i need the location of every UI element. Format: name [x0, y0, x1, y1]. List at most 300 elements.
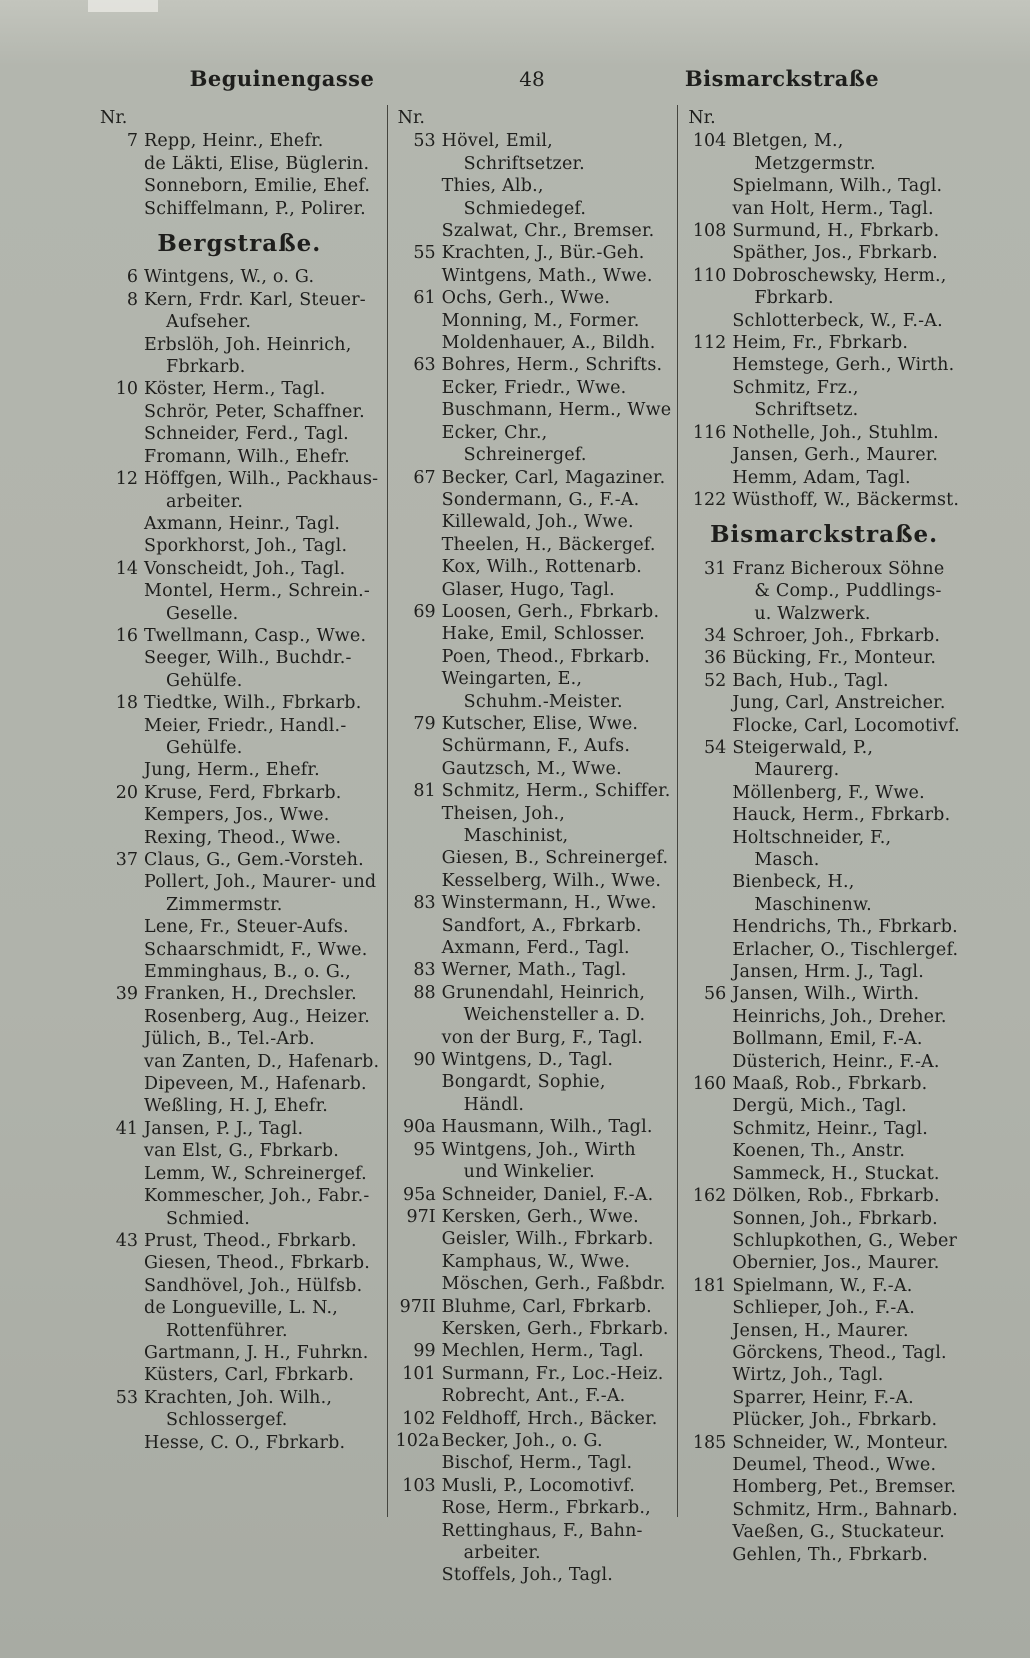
entry-text: Giesen, B., Schreinergef.: [441, 848, 669, 869]
directory-entry: [396, 1116, 672, 1138]
directory-entry: [98, 1095, 381, 1117]
entry-text: Pollert, Joh., Maurer- und Zimmermstr.: [144, 872, 377, 915]
entry-text: Heim, Fr., Fbrkarb.: [732, 333, 909, 354]
entry-text: Buschmann, Herm., Wwe: [441, 400, 672, 421]
directory-entry: [686, 242, 962, 264]
entry-text: Bach, Hub., Tagl.: [732, 670, 889, 691]
entry-text: Möllenberg, F., Wwe.: [732, 782, 925, 803]
directory-entry: [686, 715, 962, 737]
directory-entry: [686, 558, 962, 625]
entry-text: Axmann, Heinr., Tagl.: [144, 513, 341, 534]
directory-entry: [686, 265, 962, 310]
house-number: 69: [413, 601, 436, 622]
entry-text: Sonnen, Joh., Fbrkarb.: [732, 1208, 938, 1229]
directory-entry: [686, 961, 962, 983]
house-number: 53: [413, 131, 436, 152]
entry-text: Krachten, Joh. Wilh., Schlossergef.: [144, 1387, 333, 1431]
entry-text: Emminghaus, B., o. G.,: [144, 962, 351, 983]
entry-text: van Elst, G., Fbrkarb.: [144, 1141, 339, 1162]
entry-text: Schroer, Joh., Fbrkarb.: [732, 625, 941, 646]
entry-text: Schmitz, Heinr., Tagl.: [732, 1118, 929, 1139]
house-number: 54: [704, 737, 727, 758]
house-number: 20: [115, 782, 138, 803]
directory-entry: [396, 1139, 672, 1184]
entry-text: Heinrichs, Joh., Dreher.: [732, 1006, 947, 1027]
entry-text: Vonscheidt, Joh., Tagl.: [144, 558, 346, 579]
directory-column: [387, 105, 678, 1586]
entry-text: Jung, Herm., Ehefr.: [144, 760, 320, 781]
house-number: 39: [115, 984, 138, 1005]
entry-text: Stoffels, Joh., Tagl.: [441, 1565, 614, 1586]
entry-text: Wintgens, Math., Wwe.: [441, 265, 653, 286]
house-number: 90a: [402, 1117, 436, 1138]
directory-entry: [686, 1432, 962, 1454]
directory-entry: [396, 354, 672, 376]
entry-text: Küsters, Carl, Fbrkarb.: [144, 1365, 355, 1386]
entry-text: Krachten, J., Bür.-Geh.: [441, 243, 645, 264]
entry-text: Köster, Herm., Tagl.: [144, 379, 326, 400]
directory-entry: [98, 647, 381, 692]
directory-entry: [396, 220, 672, 242]
directory-entry: [686, 1499, 962, 1521]
directory-entry: [98, 1364, 381, 1386]
entry-text: Hauck, Herm., Fbrkarb.: [732, 805, 951, 826]
entry-text: Surmund, H., Fbrkarb.: [732, 221, 940, 242]
entry-text: Jansen, P. J., Tagl.: [144, 1118, 304, 1139]
directory-entry: [396, 1071, 672, 1116]
entry-text: Grunendahl, Heinrich, Weichensteller a. D.: [441, 982, 646, 1026]
entry-text: Claus, G., Gem.-Vorsteh.: [144, 850, 364, 870]
entry-text: Steigerwald, P., Maurerg.: [732, 737, 874, 781]
house-number: 18: [115, 693, 138, 714]
house-number: 34: [704, 625, 727, 646]
entry-text: Rose, Herm., Fbrkarb.,: [441, 1498, 651, 1519]
entry-text: Bücking, Fr., Monteur.: [732, 648, 937, 669]
directory-entry: [686, 647, 962, 669]
house-number: 97I: [406, 1206, 436, 1227]
directory-entry: [686, 1163, 962, 1185]
entry-text: Gehlen, Th., Fbrkarb.: [732, 1544, 928, 1565]
directory-entry: [686, 1208, 962, 1230]
directory-entry: [686, 782, 962, 804]
entry-text: Twellmann, Casp., Wwe.: [144, 625, 367, 646]
entry-text: de Longueville, L. N., Rottenführer.: [144, 1298, 339, 1341]
directory-entry: [686, 1051, 962, 1073]
house-number: 55: [413, 243, 436, 264]
entry-text: Jansen, Wilh., Wirth.: [732, 984, 920, 1005]
directory-entry: [396, 175, 672, 220]
directory-entry: [98, 1252, 381, 1274]
directory-entry: [686, 130, 962, 175]
directory-column: [677, 105, 968, 1565]
directory-entry: [98, 715, 381, 760]
entry-text: Becker, Joh., o. G.: [441, 1430, 603, 1451]
entry-text: Surmann, Fr., Loc.-Heiz.: [441, 1363, 664, 1384]
house-number: 63: [413, 355, 436, 376]
directory-entry: [396, 780, 672, 802]
directory-entry: [98, 1432, 381, 1454]
directory-entry: [396, 332, 672, 354]
directory-entry: [98, 1163, 381, 1185]
directory-entry: [686, 1476, 962, 1498]
house-number: 43: [115, 1230, 138, 1251]
house-number: 181: [692, 1275, 727, 1296]
directory-entry: [686, 804, 962, 826]
entry-text: Feldhoff, Hrch., Bäcker.: [441, 1408, 658, 1429]
entry-text: Schrör, Peter, Schaffner.: [144, 401, 365, 422]
entry-text: Repp, Heinr., Ehefr.: [144, 131, 324, 152]
directory-entry: [98, 401, 381, 423]
entry-text: Schlieper, Joh., F.-A.: [732, 1298, 916, 1319]
directory-entry: [98, 1140, 381, 1162]
scan-edge-artifact: [88, 0, 158, 12]
entry-text: Kruse, Ferd, Fbrkarb.: [144, 782, 342, 803]
directory-entry: [686, 983, 962, 1005]
entry-text: Spielmann, W., F.-A.: [732, 1275, 913, 1296]
directory-entry: [396, 1452, 672, 1474]
entry-text: Bienbeck, H., Maschinenw.: [732, 872, 872, 915]
house-number: 110: [692, 265, 727, 286]
directory-entry: [686, 1521, 962, 1543]
directory-entry: [686, 1297, 962, 1319]
entry-text: Jung, Carl, Anstreicher.: [732, 693, 946, 714]
entry-text: Mechlen, Herm., Tagl.: [441, 1341, 644, 1362]
directory-entry: [98, 513, 381, 535]
entry-text: Ecker, Friedr., Wwe.: [441, 377, 627, 398]
entry-text: Sammeck, H., Stuckat.: [732, 1163, 940, 1184]
entry-text: Robrecht, Ant., F.-A.: [441, 1386, 626, 1407]
directory-entry: [686, 444, 962, 466]
directory-entry: [98, 1297, 381, 1342]
house-number: 56: [704, 984, 727, 1005]
directory-entry: [396, 803, 672, 848]
directory-entry: [686, 198, 962, 220]
directory-entry: [396, 713, 672, 735]
entry-text: Bluhme, Carl, Fbrkarb.: [441, 1296, 652, 1317]
directory-entry: [686, 1118, 962, 1140]
directory-entry: [98, 1073, 381, 1095]
house-number: 41: [115, 1118, 138, 1139]
directory-entry: [396, 915, 672, 937]
directory-entry: [396, 130, 672, 175]
directory-entry: [396, 1497, 672, 1519]
entry-text: Bletgen, M., Metzgermstr.: [732, 131, 876, 174]
directory-entry: [396, 310, 672, 332]
entry-text: Rosenberg, Aug., Heizer.: [144, 1006, 370, 1027]
directory-entry: [98, 983, 381, 1005]
directory-entry: [686, 1342, 962, 1364]
entry-text: Schiffelmann, P., Polirer.: [144, 198, 366, 219]
entry-text: Sandfort, A., Fbrkarb.: [441, 915, 642, 936]
directory-entry: [686, 467, 962, 489]
house-number: 6: [126, 267, 138, 288]
directory-entry: [98, 961, 381, 983]
house-number: 160: [692, 1074, 727, 1095]
directory-entry: [686, 1454, 962, 1476]
entry-text: Maaß, Rob., Fbrkarb.: [732, 1074, 928, 1095]
house-number: 14: [115, 558, 138, 579]
house-number: 112: [692, 333, 727, 354]
directory-entry: [396, 847, 672, 869]
house-number: 61: [413, 288, 436, 309]
entry-text: Vaeßen, G., Stuckateur.: [732, 1522, 946, 1543]
house-number: 7: [126, 131, 138, 152]
house-number: 83: [413, 960, 436, 981]
directory-entry: [396, 1049, 672, 1071]
entry-text: Jülich, B., Tel.-Arb.: [144, 1029, 315, 1050]
entry-text: Erbslöh, Joh. Heinrich, Fbrkarb.: [144, 334, 352, 378]
entry-list: [686, 130, 962, 1566]
directory-entry: [98, 782, 381, 804]
entry-text: Lemm, W., Schreinergef.: [144, 1163, 367, 1184]
directory-entry: [686, 175, 962, 197]
directory-entry: [98, 378, 381, 400]
entry-text: van Holt, Herm., Tagl.: [732, 198, 934, 219]
entry-text: Düsterich, Heinr., F.-A.: [732, 1051, 940, 1072]
directory-entry: [686, 1409, 962, 1431]
nr-label: Nr.: [397, 108, 425, 128]
entry-text: Meier, Friedr., Handl.-Gehülfe.: [144, 715, 347, 758]
directory-entry: [686, 489, 962, 511]
entry-text: Schmitz, Herm., Schiffer.: [441, 781, 671, 802]
directory-entry: [396, 1430, 672, 1452]
entry-text: Schlotterbeck, W., F.-A.: [732, 310, 943, 331]
directory-entry: [396, 287, 672, 309]
directory-entry: [396, 1564, 672, 1586]
house-number: 10: [115, 379, 138, 400]
directory-entry: [98, 558, 381, 580]
directory-entry: [98, 1342, 381, 1364]
directory-entry: [396, 1340, 672, 1362]
directory-entry: [98, 849, 381, 871]
directory-entry: [396, 646, 672, 668]
entry-text: Werner, Math., Tagl.: [441, 960, 627, 981]
directory-entry: [396, 1206, 672, 1228]
entry-text: Winstermann, H., Wwe.: [441, 893, 657, 914]
entry-text: Wintgens, Joh., Wirth und Winkelier.: [441, 1139, 636, 1183]
entry-text: Deumel, Theod., Wwe.: [732, 1454, 937, 1475]
entry-text: Hendrichs, Th., Fbrkarb.: [732, 917, 958, 938]
entry-text: Nothelle, Joh., Stuhlm.: [732, 422, 939, 443]
directory-entry: [98, 334, 381, 379]
entry-text: Hesse, C. O., Fbrkarb.: [144, 1432, 346, 1453]
entry-text: Schmitz, Hrm., Bahnarb.: [732, 1499, 958, 1520]
directory-column: [96, 105, 387, 1517]
entry-text: Späther, Jos., Fbrkarb.: [732, 243, 938, 264]
entry-text: Kesselberg, Wilh., Wwe.: [441, 870, 662, 891]
directory-entry: [396, 511, 672, 533]
entry-text: Kommescher, Joh., Fabr.-Schmied.: [144, 1186, 370, 1229]
directory-entry: [98, 1118, 381, 1140]
house-number: 102: [402, 1408, 436, 1429]
entry-text: Theisen, Joh., Maschinist,: [441, 803, 569, 846]
entry-text: Becker, Carl, Magaziner.: [441, 467, 666, 488]
directory-entry: [686, 916, 962, 938]
directory-entry: [686, 332, 962, 354]
directory-entry: [686, 377, 962, 422]
entry-text: Schneider, Daniel, F.-A.: [441, 1184, 654, 1205]
directory-entry: [98, 625, 381, 647]
entry-text: Szalwat, Chr., Bremser.: [441, 221, 655, 242]
entry-text: Görckens, Theod., Tagl.: [732, 1342, 947, 1363]
house-number: 108: [692, 221, 727, 242]
entry-text: Obernier, Jos., Maurer.: [732, 1253, 940, 1274]
directory-entry: [686, 827, 962, 872]
directory-entry: [686, 670, 962, 692]
directory-entry: [98, 916, 381, 938]
entry-text: Bischof, Herm., Tagl.: [441, 1453, 633, 1474]
entry-text: Hemm, Adam, Tagl.: [732, 467, 911, 488]
entry-text: Holtschneider, F., Masch.: [732, 827, 892, 870]
directory-entry: [396, 1318, 672, 1340]
entry-text: Thies, Alb., Schmiedegef.: [441, 176, 587, 219]
directory-entry: [686, 1095, 962, 1117]
entry-text: Moldenhauer, A., Bildh.: [441, 333, 656, 354]
directory-entry: [396, 265, 672, 287]
entry-text: Flocke, Carl, Locomotivf.: [732, 715, 960, 736]
directory-entry: [686, 1387, 962, 1409]
entry-text: Schneider, W., Monteur.: [732, 1432, 949, 1453]
entry-text: van Zanten, D., Hafenarb.: [144, 1051, 380, 1072]
entry-text: Axmann, Ferd., Tagl.: [441, 938, 630, 959]
house-number: 97II: [399, 1296, 436, 1317]
entry-text: Dobroschewsky, Herm., Fbrkarb.: [732, 265, 947, 309]
directory-entry: [396, 399, 672, 421]
entry-text: Killewald, Joh., Wwe.: [441, 512, 634, 533]
entry-text: Geisler, Wilh., Fbrkarb.: [441, 1229, 654, 1250]
directory-entry: [98, 423, 381, 445]
entry-text: Bongardt, Sophie, Händl.: [441, 1072, 606, 1115]
directory-entry: [396, 489, 672, 511]
entry-text: Jansen, Gerh., Maurer.: [732, 445, 939, 466]
house-number: 36: [704, 648, 727, 669]
directory-entry: [396, 892, 672, 914]
entry-text: Fromann, Wilh., Ehefr.: [144, 446, 350, 467]
directory-entry: [396, 870, 672, 892]
entry-text: Rexing, Theod., Wwe.: [144, 827, 342, 848]
house-number: 95: [413, 1139, 436, 1160]
entry-text: Kersken, Gerh., Wwe.: [441, 1206, 639, 1227]
entry-text: Höffgen, Wilh., Packhaus-arbeiter.: [144, 469, 379, 512]
page-number: 48: [519, 67, 545, 91]
directory-entry: [686, 1028, 962, 1050]
entry-text: Möschen, Gerh., Faßbdr.: [441, 1274, 666, 1295]
entry-text: Musli, P., Locomotivf.: [441, 1475, 636, 1496]
house-number: 99: [413, 1341, 436, 1362]
directory-entry: [686, 1185, 962, 1207]
page-header: [96, 66, 968, 91]
house-number: 90: [413, 1050, 436, 1071]
directory-entry: [396, 1273, 672, 1295]
entry-text: Kersken, Gerh., Fbrkarb.: [441, 1318, 669, 1339]
house-number: 101: [402, 1363, 436, 1384]
directory-entry: [686, 220, 962, 242]
directory-entry: [396, 668, 672, 713]
entry-text: Sonneborn, Emilie, Ehef.: [144, 176, 371, 197]
directory-entry: [98, 939, 381, 961]
house-number: 185: [692, 1432, 727, 1453]
entry-text: Schmitz, Frz., Schriftsetz.: [732, 377, 859, 421]
directory-entry: [98, 759, 381, 781]
entry-text: Bohres, Herm., Schrifts.: [441, 355, 663, 376]
directory-entry: [396, 1520, 672, 1565]
directory-entry: [98, 871, 381, 916]
entry-text: Erlacher, O., Tischlergef.: [732, 939, 959, 960]
directory-entry: [686, 1544, 962, 1566]
directory-entry: [396, 982, 672, 1027]
directory-entry: [98, 266, 381, 288]
entry-text: Wüsthoff, W., Bäckermst.: [732, 489, 960, 510]
directory-entry: [686, 310, 962, 332]
house-number: 162: [692, 1186, 727, 1207]
directory-entry: [396, 1251, 672, 1273]
directory-entry: [396, 1385, 672, 1407]
directory-entry: [396, 242, 672, 264]
directory-entry: [396, 1475, 672, 1497]
directory-entry: [686, 1364, 962, 1386]
directory-entry: [98, 692, 381, 714]
directory-entry: [396, 1408, 672, 1430]
entry-text: Wirtz, Joh., Tagl.: [732, 1365, 884, 1386]
nr-label: Nr.: [688, 108, 716, 128]
entry-text: Prust, Theod., Fbrkarb.: [144, 1230, 357, 1251]
entry-text: Ochs, Gerh., Wwe.: [441, 288, 611, 309]
directory-entry: [686, 1073, 962, 1095]
directory-entry: [98, 827, 381, 849]
directory-entry: [396, 758, 672, 780]
entry-text: Theelen, H., Bäckergef.: [441, 534, 656, 555]
directory-entry: [686, 1275, 962, 1297]
directory-entry: [98, 130, 381, 152]
directory-entry: [98, 153, 381, 175]
entry-text: Montel, Herm., Schrein.-Geselle.: [144, 581, 371, 624]
directory-entry: [396, 623, 672, 645]
house-number: 102a: [395, 1430, 440, 1451]
entry-list: [396, 130, 672, 1586]
entry-text: Loosen, Gerh., Fbrkarb.: [441, 601, 660, 622]
entry-text: Jansen, Hrm. J., Tagl.: [732, 962, 924, 983]
nr-label: Nr.: [100, 108, 128, 128]
directory-page: [96, 66, 968, 1586]
house-number: 83: [413, 893, 436, 914]
entry-text: Schneider, Ferd., Tagl.: [144, 424, 349, 445]
entry-list: [98, 130, 381, 1454]
house-number: 52: [704, 670, 727, 691]
entry-text: Monning, M., Former.: [441, 310, 640, 331]
directory-entry: [98, 468, 381, 513]
directory-entry: [98, 804, 381, 826]
entry-text: Gartmann, J. H., Fuhrkn.: [144, 1342, 369, 1363]
house-number: 116: [692, 422, 727, 443]
directory-entry: [686, 871, 962, 916]
entry-text: Hausmann, Wilh., Tagl.: [441, 1117, 653, 1138]
entry-text: Dipeveen, M., Hafenarb.: [144, 1074, 367, 1095]
running-title-left: Beguinengasse: [189, 66, 375, 91]
entry-text: Giesen, Theod., Fbrkarb.: [144, 1253, 371, 1274]
street-heading: Bergstraße.: [157, 230, 322, 258]
directory-entry: [396, 959, 672, 981]
directory-entry: [396, 579, 672, 601]
directory-entry: [686, 354, 962, 376]
directory-entry: [396, 1296, 672, 1318]
entry-text: Franz Bicheroux Söhne & Comp., Puddlings- u. Walzwerk.: [732, 558, 945, 624]
entry-text: Poen, Theod., Fbrkarb.: [441, 646, 651, 667]
entry-text: Glaser, Hugo, Tagl.: [441, 579, 615, 600]
entry-text: Schlupkothen, G., Weber: [732, 1230, 958, 1251]
directory-entry: [396, 1228, 672, 1250]
directory-entry: [686, 1230, 962, 1252]
entry-text: Kamphaus, W., Wwe.: [441, 1251, 631, 1272]
